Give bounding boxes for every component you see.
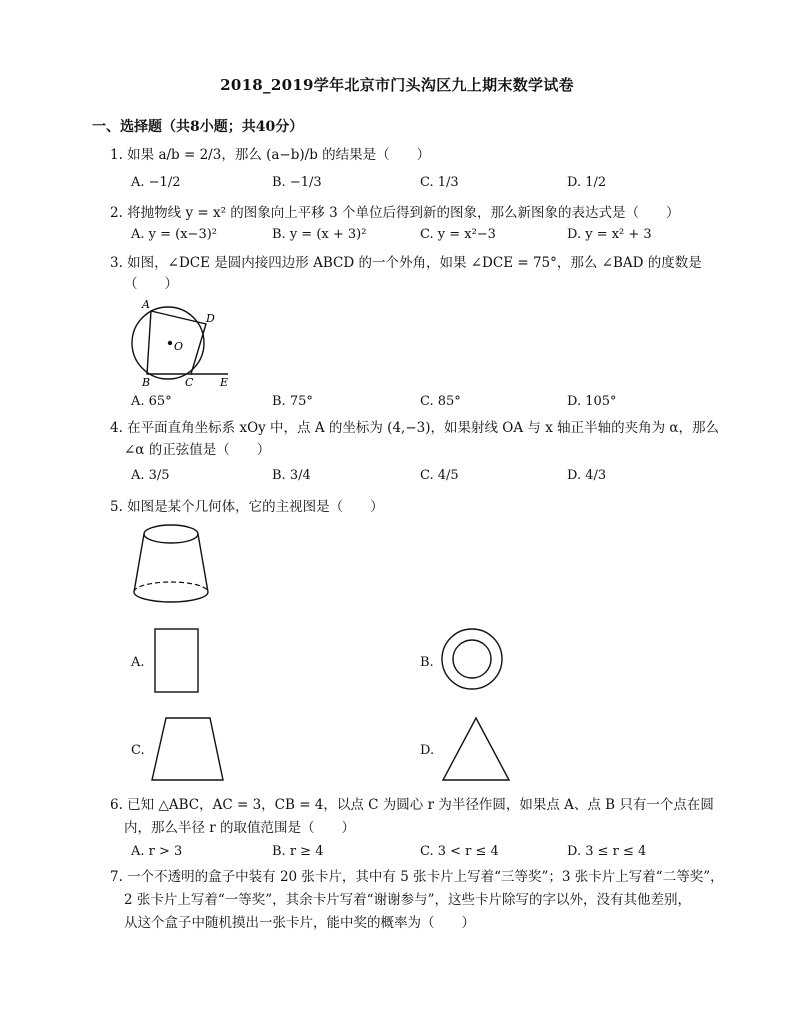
question-6-stem-line2: 内，那么半径 r 的取值范围是（ ） bbox=[124, 820, 356, 836]
q5-option-c-label: C. bbox=[131, 743, 145, 758]
q5-option-b-rings bbox=[440, 627, 504, 691]
q5-frustum-figure bbox=[128, 522, 218, 612]
q3-option-b: B. 75° bbox=[272, 394, 313, 409]
page-title: 2018_2019学年北京市门头沟区九上期末数学试卷 bbox=[220, 76, 574, 94]
fig-label-d: D bbox=[206, 312, 215, 325]
fig-label-e: E bbox=[220, 376, 229, 389]
q3-circle-figure bbox=[120, 296, 240, 388]
q1-option-a: A. −1/2 bbox=[131, 175, 181, 190]
q6-option-c: C. 3 < r ≤ 4 bbox=[420, 844, 499, 859]
q1-option-b: B. −1/3 bbox=[272, 175, 322, 190]
q6-option-d: D. 3 ≤ r ≤ 4 bbox=[567, 844, 647, 859]
question-6-stem-line1: 6. 已知 △ABC，AC = 3，CB = 4，以点 C 为圆心 r 为半径作圆，如果点 A、点 B 只有一个点在圆 bbox=[110, 797, 714, 813]
q2-option-a: A. y = (x−3)² bbox=[131, 227, 218, 242]
question-3-stem-line1: 3. 如图，∠DCE 是圆内接四边形 ABCD 的一个外角，如果 ∠DCE = 75°，那么 ∠BAD 的度数是 bbox=[110, 255, 702, 271]
fig-label-a: A bbox=[142, 298, 150, 311]
fig-label-o: O bbox=[174, 340, 184, 353]
q5-option-d-label: D. bbox=[420, 743, 435, 758]
question-1-stem: 1. 如果 a/b = 2/3，那么 (a−b)/b 的结果是（ ） bbox=[110, 147, 431, 163]
question-7-line3: 从这个盒子中随机摸出一张卡片，能中奖的概率为（ ） bbox=[124, 915, 475, 931]
q4-option-c: C. 4/5 bbox=[420, 468, 459, 483]
fig-label-c: C bbox=[185, 376, 194, 389]
q5-option-b-label: B. bbox=[420, 655, 434, 670]
q2-option-d: D. y = x² + 3 bbox=[567, 227, 652, 242]
q4-option-b: B. 3/4 bbox=[272, 468, 311, 483]
q4-option-a: A. 3/5 bbox=[131, 468, 170, 483]
q1-option-d: D. 1/2 bbox=[567, 175, 607, 190]
q2-option-b: B. y = (x + 3)² bbox=[272, 227, 367, 242]
question-4-stem-line1: 4. 在平面直角坐标系 xOy 中，点 A 的坐标为 (4,−3)，如果射线 OA 与 x 轴正半轴的夹角为 α，那么 bbox=[110, 420, 720, 436]
question-5-stem: 5. 如图是某个几何体，它的主视图是（ ） bbox=[110, 499, 384, 515]
q3-option-d: D. 105° bbox=[567, 394, 617, 409]
question-2-stem: 2. 将抛物线 y = x² 的图象向上平移 3 个单位后得到新的图象，那么新图象的表达式是（ ） bbox=[110, 205, 680, 221]
q6-option-b: B. r ≥ 4 bbox=[272, 844, 324, 859]
fig-label-b: B bbox=[142, 376, 151, 389]
q3-option-c: C. 85° bbox=[420, 394, 461, 409]
q5-option-d-triangle bbox=[441, 716, 511, 782]
question-3-stem-line2: （ ） bbox=[124, 276, 178, 292]
question-7-line2: 2 张卡片上写着“一等奖”，其余卡片写着“谢谢参与”，这些卡片除写的字以外，没有其他差别， bbox=[124, 892, 691, 908]
q5-option-a-rectangle bbox=[154, 628, 200, 694]
question-4-stem-line2: ∠α 的正弦值是（ ） bbox=[124, 442, 271, 458]
q5-option-c-trapezoid bbox=[150, 716, 226, 782]
q1-option-c: C. 1/3 bbox=[420, 175, 459, 190]
q5-option-a-label: A. bbox=[131, 655, 145, 670]
question-7-line1: 7. 一个不透明的盒子中装有 20 张卡片，其中有 5 张卡片上写着“三等奖”；3 张卡片上写着“二等奖”， bbox=[110, 869, 724, 885]
q3-option-a: A. 65° bbox=[131, 394, 172, 409]
q4-option-d: D. 4/3 bbox=[567, 468, 607, 483]
section-heading: 一、选择题（共8小题；共40分） bbox=[92, 119, 304, 135]
q2-option-c: C. y = x²−3 bbox=[420, 227, 496, 242]
q6-option-a: A. r > 3 bbox=[131, 844, 183, 859]
